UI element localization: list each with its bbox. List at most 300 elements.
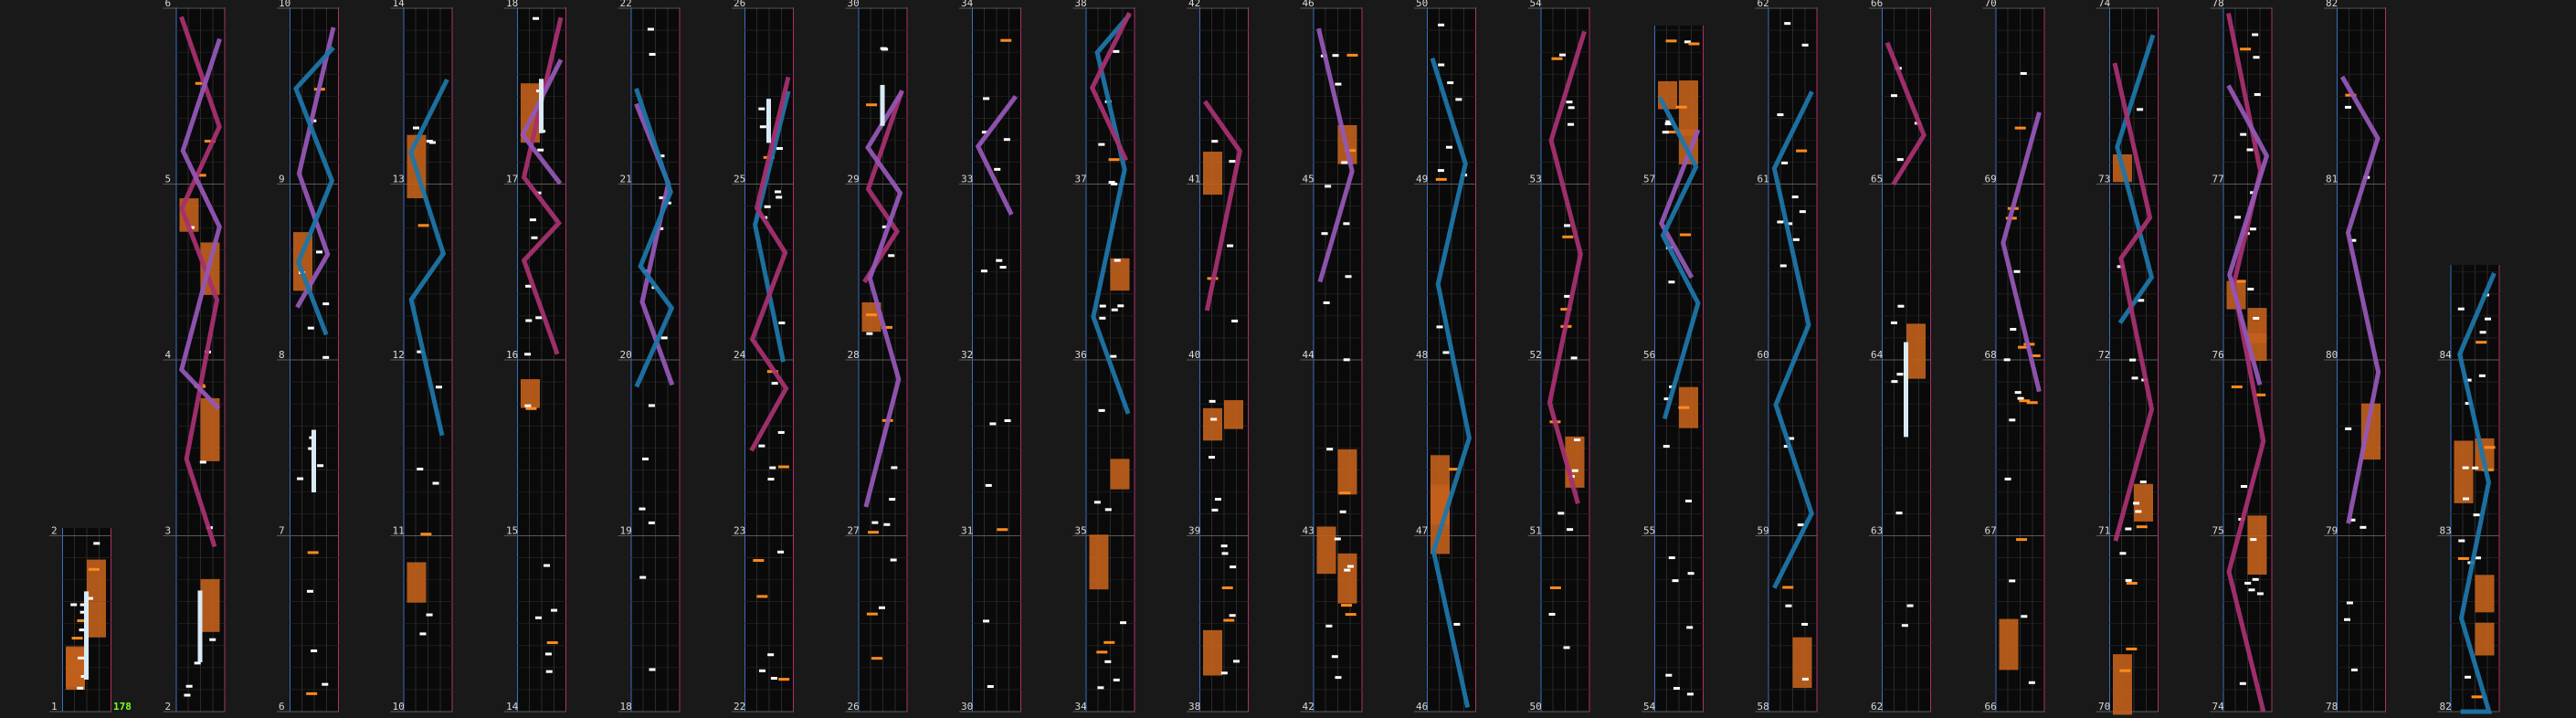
tap-note — [1792, 195, 1799, 198]
tap-note — [1215, 498, 1221, 501]
measure-number: 15 — [506, 524, 519, 537]
tap-note — [1802, 678, 1809, 681]
measure-number: 77 — [2212, 173, 2224, 185]
tap-note — [1332, 655, 1338, 658]
tap-note — [1227, 245, 1233, 248]
tap-note — [2005, 478, 2011, 480]
measure-number: 55 — [1643, 524, 1656, 537]
tap-note — [661, 336, 668, 339]
measure-number: 34 — [1074, 701, 1087, 713]
tap-note — [1571, 356, 1578, 359]
hold-chip — [87, 602, 106, 638]
tap-note — [2135, 510, 2141, 512]
tap-note — [1097, 686, 1103, 689]
tap-note — [1113, 50, 1119, 53]
measure-number: 30 — [961, 701, 974, 713]
tap-note — [209, 639, 216, 641]
orange-note — [418, 224, 429, 227]
tap-note — [2018, 397, 2024, 400]
measure-number: 22 — [619, 0, 632, 9]
tap-note — [759, 670, 765, 672]
measure-number: 38 — [1188, 701, 1201, 713]
measure-number: 14 — [506, 701, 519, 713]
tap-note — [1233, 660, 1240, 662]
tap-note — [1222, 552, 1229, 554]
tap-note — [871, 522, 878, 524]
orange-note — [1796, 150, 1807, 153]
hold-chip — [2476, 575, 2495, 612]
tap-note — [649, 522, 655, 524]
hold-chip — [2000, 619, 2019, 670]
measure-number: 51 — [1529, 524, 1542, 537]
tap-note — [776, 147, 783, 150]
hold-bar — [881, 85, 885, 126]
measure-number: 31 — [961, 524, 974, 537]
tap-note — [1446, 146, 1452, 149]
tap-note — [2137, 108, 2143, 111]
measure-number: 46 — [1302, 0, 1314, 9]
measure-number: 5 — [164, 173, 172, 185]
measure-number: 2 — [51, 524, 58, 537]
measure-number: 50 — [1529, 701, 1542, 713]
tap-note — [1564, 224, 1570, 227]
tap-note — [413, 127, 419, 130]
tap-note — [2247, 288, 2254, 290]
tap-note — [2458, 539, 2465, 542]
tap-note — [1229, 160, 1235, 163]
measure-number: 3 — [164, 524, 172, 537]
measure-number: 24 — [734, 349, 746, 361]
hold-chip — [1111, 459, 1130, 489]
tap-note — [531, 237, 537, 239]
orange-note — [2016, 538, 2027, 541]
tap-note — [2021, 615, 2027, 618]
measure-number: 75 — [2212, 524, 2224, 537]
tap-note — [311, 649, 317, 652]
tap-note — [1780, 264, 1787, 267]
tap-note — [1230, 614, 1236, 617]
measure-number: 42 — [1302, 701, 1314, 713]
tap-note — [1099, 317, 1105, 320]
orange-note — [1782, 586, 1793, 589]
orange-note — [89, 568, 100, 571]
tap-note — [1209, 400, 1216, 403]
tap-note — [771, 677, 777, 680]
measure-number: 63 — [1871, 524, 1884, 537]
tap-note — [1347, 565, 1354, 568]
tap-note — [1896, 373, 1903, 375]
orange-note — [871, 657, 882, 660]
tap-note — [1907, 605, 1914, 607]
measure-number: 10 — [279, 0, 291, 9]
tap-note — [760, 125, 766, 128]
hold-bar — [311, 430, 316, 492]
tap-note — [1802, 44, 1809, 47]
measure-number: 68 — [1984, 349, 1997, 361]
tap-note — [1231, 320, 1238, 322]
orange-note — [2240, 48, 2251, 50]
tap-note — [1110, 355, 1116, 358]
orange-note — [778, 678, 789, 681]
orange-note — [2015, 127, 2026, 130]
hold-chip — [201, 579, 220, 632]
tap-note — [1781, 162, 1788, 164]
tap-note — [768, 478, 775, 480]
measure-number: 78 — [2326, 701, 2338, 713]
tap-note — [891, 466, 897, 469]
hold-bar — [84, 591, 89, 680]
hold-bar — [766, 99, 771, 143]
tap-note — [2257, 592, 2264, 595]
measure-number: 65 — [1871, 173, 1884, 185]
tap-note — [983, 97, 989, 100]
measure-number: 29 — [847, 173, 860, 185]
hold-chip — [1906, 323, 1926, 378]
tap-note — [1114, 259, 1121, 262]
tap-note — [778, 322, 785, 324]
tap-note — [2140, 480, 2147, 483]
orange-note — [1676, 106, 1687, 109]
hold-chip — [407, 562, 427, 602]
tap-note — [1438, 64, 1444, 67]
tap-note — [769, 467, 776, 470]
tap-note — [2463, 498, 2469, 501]
measure-number: 11 — [392, 524, 405, 537]
tap-note — [2458, 308, 2465, 311]
tap-note — [1672, 579, 1678, 582]
tap-note — [2241, 485, 2247, 488]
measure-number: 83 — [2439, 524, 2452, 537]
tap-note — [537, 149, 544, 152]
tap-note — [777, 551, 784, 554]
tap-note — [1686, 626, 1693, 628]
measure-number: 80 — [2326, 349, 2338, 361]
tap-note — [1663, 445, 1670, 448]
tap-note — [1800, 210, 1806, 213]
tap-note — [1453, 623, 1460, 626]
tap-note — [1564, 646, 1570, 649]
tap-note — [1896, 512, 1903, 514]
orange-note — [2137, 525, 2148, 528]
tap-note — [1668, 280, 1674, 283]
tap-note — [1344, 569, 1350, 572]
orange-note — [1103, 641, 1114, 644]
tap-note — [1112, 309, 1118, 311]
orange-note — [866, 313, 877, 316]
tap-note — [427, 140, 433, 143]
tap-note — [2253, 317, 2259, 320]
measure-number: 57 — [1643, 173, 1656, 185]
tap-note — [2015, 391, 2022, 394]
measure-number: 71 — [2098, 524, 2111, 537]
tap-note — [2474, 513, 2480, 516]
hold-chip — [66, 647, 85, 688]
measure-number: 79 — [2326, 524, 2338, 537]
tap-note — [1801, 623, 1808, 626]
measure-number: 36 — [1074, 349, 1087, 361]
tap-note — [639, 508, 646, 511]
tap-note — [2253, 578, 2259, 581]
tap-note — [879, 607, 885, 609]
measure-number: 78 — [2212, 0, 2224, 9]
hold-bar — [539, 79, 544, 132]
tap-note — [1210, 417, 1217, 420]
measure-number: 82 — [2439, 701, 2452, 713]
tap-note — [78, 657, 84, 660]
measure-number: 10 — [392, 701, 405, 713]
tap-note — [1566, 100, 1572, 103]
tap-note — [642, 458, 649, 460]
tap-note — [2345, 428, 2351, 430]
orange-note — [866, 103, 877, 106]
tap-note — [1663, 131, 1669, 133]
measure-number: 64 — [1871, 349, 1884, 361]
tap-note — [983, 619, 989, 622]
orange-note — [1222, 586, 1233, 589]
tap-note — [1109, 181, 1115, 184]
tap-note — [1572, 470, 1578, 472]
tap-note — [2360, 526, 2366, 529]
measure-number: 74 — [2098, 0, 2111, 9]
orange-note — [2119, 670, 2130, 672]
measure-number: 33 — [961, 173, 974, 185]
tap-note — [1568, 123, 1574, 126]
tap-note — [1341, 161, 1347, 164]
orange-note — [1339, 491, 1350, 494]
tap-note — [758, 108, 765, 111]
tap-note — [297, 478, 303, 480]
tap-note — [758, 445, 765, 448]
tap-note — [2248, 588, 2254, 591]
measure-number: 81 — [2326, 173, 2338, 185]
tap-note — [2250, 538, 2256, 541]
tap-note — [1777, 113, 1783, 116]
hold-chip — [1224, 400, 1243, 429]
tap-note — [2347, 601, 2353, 604]
tap-note — [1333, 54, 1339, 57]
measure-number: 49 — [1416, 173, 1429, 185]
tap-note — [994, 168, 1000, 171]
measure-number: 72 — [2098, 349, 2111, 361]
tap-note — [1114, 679, 1120, 681]
hold-chip — [1338, 554, 1357, 604]
tap-note — [544, 565, 550, 567]
tap-note — [649, 404, 655, 407]
tap-note — [1897, 305, 1904, 308]
measure-number: 45 — [1302, 173, 1314, 185]
measure-number: 19 — [619, 524, 632, 537]
orange-note — [72, 637, 83, 639]
combo-counter: 178 — [113, 701, 132, 713]
tap-note — [2029, 681, 2035, 684]
measure-number: 61 — [1757, 173, 1769, 185]
orange-note — [1341, 604, 1352, 607]
tap-note — [2465, 676, 2471, 679]
tap-note — [1567, 528, 1573, 531]
measure-number: 27 — [847, 524, 860, 537]
tap-note — [2234, 216, 2241, 218]
orange-note — [1678, 407, 1689, 409]
tap-note — [1447, 81, 1453, 84]
tap-note — [2463, 467, 2469, 470]
hold-chip — [1203, 630, 1222, 676]
hold-chip — [2248, 515, 2267, 575]
orange-note — [1109, 158, 1120, 161]
tap-note — [882, 48, 888, 50]
tap-note — [1209, 456, 1215, 459]
orange-note — [2458, 557, 2469, 560]
tap-note — [1568, 106, 1575, 109]
measure-number: 50 — [1416, 0, 1429, 9]
measure-number: 34 — [961, 0, 974, 9]
measure-number: 12 — [392, 349, 405, 361]
orange-note — [867, 613, 878, 616]
tap-note — [525, 319, 532, 322]
measure-number: 14 — [392, 0, 405, 9]
measure-number: 8 — [279, 349, 285, 361]
tap-note — [2004, 358, 2011, 361]
measure-number: 40 — [1188, 349, 1201, 361]
hold-chip — [2455, 440, 2474, 502]
measure-number: 37 — [1074, 173, 1087, 185]
tap-note — [93, 542, 100, 544]
tap-note — [2254, 93, 2261, 96]
orange-note — [2127, 582, 2138, 585]
tap-note — [1685, 500, 1692, 502]
measure-number: 41 — [1188, 173, 1201, 185]
tap-note — [524, 405, 531, 407]
measure-number: 30 — [847, 0, 860, 9]
tap-note — [1897, 158, 1904, 161]
measure-number: 21 — [619, 173, 632, 185]
orange-note — [1666, 39, 1677, 42]
tap-note — [2125, 527, 2131, 530]
measure-number: 26 — [847, 701, 860, 713]
tap-note — [1100, 305, 1106, 308]
measure-number: 20 — [619, 349, 632, 361]
tap-note — [1335, 83, 1341, 86]
tap-note — [1120, 621, 1126, 624]
tap-note — [1793, 238, 1800, 241]
tap-note — [1325, 625, 1332, 628]
tap-note — [2132, 376, 2138, 379]
tap-note — [1559, 54, 1566, 57]
tap-note — [1891, 94, 1897, 97]
tap-note — [1004, 138, 1010, 141]
hold-chip — [1338, 449, 1357, 494]
measure-number: 74 — [2212, 701, 2224, 713]
hold-chip — [521, 379, 540, 407]
hold-chip — [1203, 152, 1222, 195]
tap-note — [2240, 682, 2246, 685]
orange-note — [997, 528, 1008, 531]
tap-note — [1665, 674, 1672, 677]
tap-note — [1104, 660, 1111, 663]
tap-note — [1221, 544, 1228, 547]
tap-note — [1005, 419, 1011, 422]
tap-note — [888, 254, 894, 257]
tap-note — [2351, 669, 2358, 671]
measure-number: 66 — [1871, 0, 1884, 9]
orange-note — [1000, 39, 1011, 42]
orange-note — [1096, 650, 1107, 653]
tap-note — [776, 195, 782, 198]
measure-number: 6 — [279, 701, 285, 713]
measure-number: 46 — [1416, 701, 1429, 713]
tap-note — [1322, 232, 1328, 235]
measure-number: 60 — [1757, 349, 1769, 361]
tap-note — [1221, 671, 1228, 674]
measure-number: 23 — [734, 524, 746, 537]
tap-note — [989, 422, 996, 425]
tap-note — [2119, 552, 2126, 554]
orange-note — [420, 533, 431, 535]
tap-note — [535, 617, 542, 619]
orange-note — [1680, 234, 1691, 237]
tap-note — [1335, 537, 1341, 540]
measure-number: 1 — [51, 701, 58, 713]
orange-note — [756, 595, 767, 597]
tap-note — [2240, 133, 2246, 136]
tap-note — [546, 670, 553, 673]
tap-note — [1688, 572, 1694, 575]
tap-note — [1438, 24, 1444, 26]
tap-note — [1438, 169, 1444, 172]
measure-number: 56 — [1643, 349, 1656, 361]
tap-note — [2009, 418, 2015, 421]
measure-number: 9 — [279, 173, 285, 185]
measure-number: 16 — [506, 349, 519, 361]
orange-note — [2472, 695, 2483, 698]
tap-note — [1344, 358, 1350, 361]
hold-bar — [198, 590, 203, 662]
tap-note — [649, 668, 656, 670]
tap-note — [2485, 318, 2491, 321]
tap-note — [427, 614, 433, 617]
measure-number: 69 — [1984, 173, 1997, 185]
tap-note — [2244, 582, 2251, 585]
tap-note — [986, 484, 992, 487]
tap-note — [322, 302, 329, 305]
tap-note — [1574, 438, 1580, 441]
orange-note — [1346, 613, 1357, 616]
tap-note — [1777, 220, 1783, 223]
tap-note — [186, 685, 193, 688]
orange-note — [308, 551, 319, 554]
tap-note — [322, 356, 329, 359]
tap-note — [883, 523, 890, 526]
tap-note — [891, 559, 897, 562]
measure-number: 13 — [392, 173, 405, 185]
tap-note — [1211, 509, 1218, 512]
tap-note — [1557, 512, 1564, 514]
tap-note — [184, 694, 190, 697]
tap-note — [1326, 448, 1333, 450]
tap-note — [436, 385, 442, 388]
measure-number: 2 — [164, 701, 172, 713]
tap-note — [981, 269, 987, 272]
measure-number: 70 — [1984, 0, 1997, 9]
tap-note — [307, 590, 313, 593]
measure-number: 54 — [1529, 0, 1542, 9]
orange-note — [868, 531, 879, 533]
measure-number: 7 — [279, 524, 285, 537]
tap-note — [2479, 375, 2486, 377]
tap-note — [533, 17, 539, 20]
measure-number: 66 — [1984, 701, 1997, 713]
tap-note — [1549, 613, 1556, 616]
orange-note — [2232, 385, 2243, 388]
